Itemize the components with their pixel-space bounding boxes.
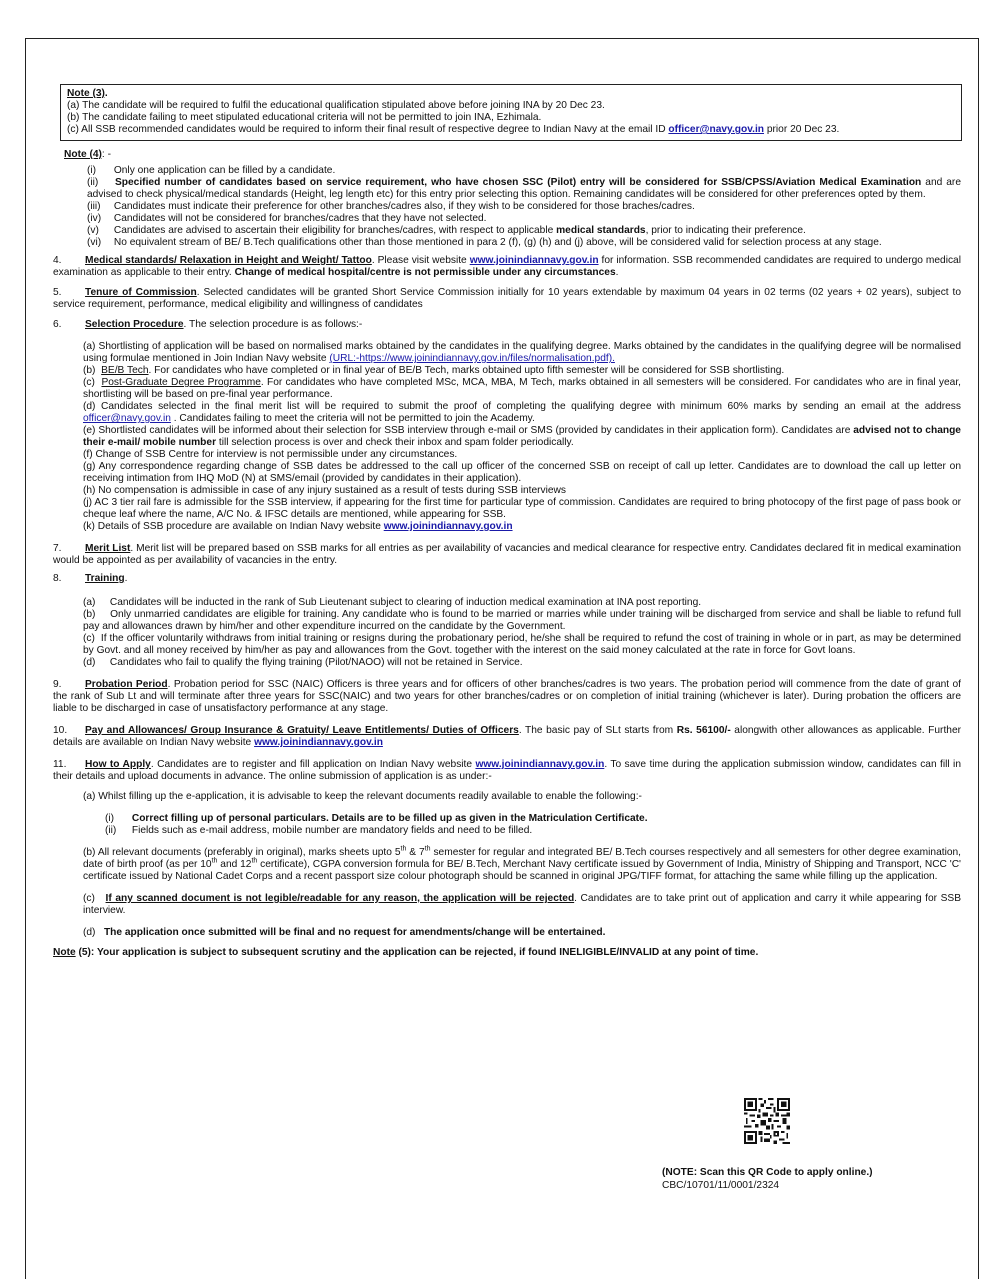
note5: Note (5): Your application is subject to subsequent scrutiny and the application can be rejected, if found INELIGIBLE/INVALID at any point of time. <box>53 947 759 958</box>
section-10-title: Pay and Allowances/ Group Insurance & Gratuity/ Leave Entitlements/ Duties of Officers <box>85 725 519 736</box>
website-link[interactable]: www.joinindiannavy.gov.in <box>383 521 513 532</box>
s6-item-f: (f) Change of SSB Centre for interview is not permissible under any circumstances. <box>83 449 458 460</box>
section-8-title: Training <box>85 573 125 584</box>
s11-item-c: (c) If any scanned document is not legible/readable for any reason, the application will be rejected. Candidates are to take print out of application and carry it while appearing for SSB interview. <box>83 893 961 916</box>
section-4: 4. Medical standards/ Relaxation in Height and Weight/ Tattoo. Please visit website www.joinindiannavy.gov.in for information. SSB recommended candidates are required to undergo medical examination as applicable to their entry. Change of medical hospital/centre is not permissible under any circumstances. <box>53 255 961 278</box>
document-body <box>53 84 961 959</box>
s6-item-d: (d) Candidates selected in the final merit list will be required to submit the proof of completing the qualifying degree with minimum 60% marks by sending an email at the address officer@navy.gov.in . Candidates failing to meet the criteria will not be permitted to join the Academy. <box>83 401 961 424</box>
s6-item-a: (a) Shortlisting of application will be based on normalised marks obtained by the candidates in the qualifying degree. Marks obtained by the candidates in the qualifying degree will be normalised using formulae mentioned in Join Indian Navy website (URL:-https://www.joinindiannavy.gov.in/files/normalisation.pdf). <box>83 341 961 364</box>
s6-item-h: (h) No compensation is admissible in case of any injury sustained as a result of tests during SSB interviews <box>83 485 567 496</box>
section-6-title: Selection Procedure <box>85 319 184 330</box>
note4: Note (4): - <box>64 149 111 160</box>
s11-a-sublist <box>53 813 961 837</box>
note3-item-c: (c) All SSB recommended candidates would be required to inform their final result of respective degree to Indian Navy at the email ID officer@navy.gov.in prior 20 Dec 23. <box>67 124 840 135</box>
s6-item-e: (e) Shortlisted candidates will be informed about their selection for SSB interview through e-mail or SMS (provided by candidates in their application form). Candidates are advised not to change their e-mail/ mobile number till selection process is over and check their inbox and spam folder periodically. <box>83 425 961 448</box>
note3-item-a: (a) The candidate will be required to fulfil the educational qualification stipulated above before joining INA by 20 Dec 23. <box>67 100 605 111</box>
normalisation-link[interactable]: (URL:-https://www.joinindiannavy.gov.in/files/normalisation.pdf). <box>329 353 615 364</box>
section-11-title: How to Apply <box>85 759 151 770</box>
s11-item-d: (d) The application once submitted will be final and no request for amendments/change will be entertained. <box>83 927 606 938</box>
website-link[interactable]: www.joinindiannavy.gov.in <box>475 759 605 770</box>
section-11: 11. How to Apply. Candidates are to register and fill application on Indian Navy website www.joinindiannavy.gov.in. To save time during the application submission window, candidates can fill in their details and upload documents in advance. The online submission of application is as under:- <box>53 759 961 782</box>
section-9: 9. Probation Period. Probation period for SSC (NAIC) Officers is three years and for officers of other branches/cadres is two years. The probation period will commence from the date of grant of the rank of Sub Lt and will terminate after three years for SSC(NAIC) and two years for other branches/cadres or on completion of initial training (whichever is later). During probation the officers are liable to be discharged in case of unsatisfactory performance at any stage. <box>53 679 961 714</box>
note4-item: (ii) Specified number of candidates based on service requirement, who have chosen SSC (Pilot) entry will be considered for SSB/CPSS/Aviation Medical Examination and are advised to check physical/medical standards (Height, leg length etc) for this entry prior selecting this option. Remaining candidates will be considered for other preferences opted by them. <box>87 177 961 200</box>
s6-item-j: (j) AC 3 tier rail fare is admissible for the SSB interview, if appearing for the first time for particular type of commission. Candidates are required to bring photocopy of the first page of pass book or cheque leaf where the name, A/C No. & IFSC details are mentioned, while appearing for SSB. <box>83 497 961 520</box>
s6-item-b: (b) BE/B Tech. For candidates who have completed or in final year of BE/B Tech, marks obtained upto fifth semester will be considered for SSB shortlisting. <box>83 365 785 376</box>
section-6: 6. Selection Procedure. The selection procedure is as follows:- <box>53 319 363 330</box>
note4-title: Note (4) <box>64 149 102 160</box>
section-7-title: Merit List <box>85 543 131 554</box>
reference-number: CBC/10701/11/0001/2324 <box>662 1180 780 1191</box>
note4-item: (iv) Candidates will not be considered for branches/cadres that they have not selected. <box>87 213 487 224</box>
s11-item-b: (b) All relevant documents (preferably in original), marks sheets upto 5th & 7th semester for regular and integrated BE/ B.Tech courses respectively and all semesters for other degree examination, date of birth proof (as per 10th and 12th certificate), CGPA conversion formula for BE/ B.Tech, Merchant Navy certificate issued by Government of India, Ministry of Shipping and Transport, NCC 'C' certificate issued by National Cadet Corps and a recent passport size colour photograph should be scanned in original JPG/TIFF format, for attaching the same while filling up the application. <box>83 845 961 882</box>
note3-item-b: (b) The candidate failing to meet stipulated educational criteria will not be permitted to join INA, Ezhimala. <box>67 112 542 123</box>
s6-item-g: (g) Any correspondence regarding change of SSB dates be addressed to the call up officer of the concerned SSB on receipt of call up letter. Candidates are to download the call up letter on receiving intimation from IHQ MoD (N) at SMS/email (provided by candidates in their application). <box>83 461 961 484</box>
s8-item: (c) If the officer voluntarily withdraws from initial training or resigns during the probationary period, he/she shall be required to refund the cost of training in whole or in part, as may be determined by Govt. and all money received by him/her as pay and allowances from the Govt. together with the interest on the said money calculated at the rate in force for Govt loans. <box>83 633 961 656</box>
s11-a-i: (i) Correct filling up of personal particulars. Details are to be filled up as given in the Matriculation Certificate. <box>105 813 648 824</box>
email-link[interactable]: officer@navy.gov.in <box>668 124 765 135</box>
note4-item: (vi) No equivalent stream of BE/ B.Tech qualifications other than those mentioned in para 2 (f), (g) (h) and (j) above, will be considered valid for selection process at any stage. <box>87 237 882 248</box>
section-5-title: Tenure of Commission <box>85 287 197 298</box>
section-6-list <box>53 341 961 533</box>
note4-item: (v) Candidates are advised to ascertain their eligibility for branches/cadres, with respect to applicable medical standards, prior to indicating their preference. <box>87 225 806 236</box>
qr-code-icon[interactable] <box>744 1098 790 1144</box>
section-9-title: Probation Period <box>85 679 168 690</box>
note4-item: (iii) Candidates must indicate their preference for other branches/cadres also, if they wish to be considered for those braches/cadres. <box>87 201 695 212</box>
website-link[interactable]: www.joinindiannavy.gov.in <box>254 737 383 748</box>
s11-a-ii: (ii) Fields such as e-mail address, mobile number are mandatory fields and need to be filled. <box>105 825 533 836</box>
section-10: 10. Pay and Allowances/ Group Insurance & Gratuity/ Leave Entitlements/ Duties of Officers. The basic pay of SLt starts from Rs. 56100/- alongwith other allowances as applicable. Further details are available on Indian Navy website www.joinindiannavy.gov.in <box>53 725 962 748</box>
note4-list <box>53 165 961 249</box>
section-8: 8. Training. <box>53 573 128 584</box>
section-5: 5. Tenure of Commission. Selected candidates will be granted Short Service Commission initially for 10 years extendable by maximum 04 years in 02 terms (02 years + 02 years), subject to service requirement, performance, medical eligibility and willingness of candidates <box>53 287 961 310</box>
note3-box: Note (3). (a) The candidate will be required to fulfil the educational qualification stipulated above before joining INA by 20 Dec 23. (b) The candidate failing to meet stipulated educational criteria will not be permitted to join INA, Ezhimala. (c) All SSB recommended candidates would be required to inform their final result of respective degree to Indian Navy at the email ID officer@navy.gov.in prior 20 Dec 23. <box>60 84 962 141</box>
s8-item: (a) Candidates will be inducted in the rank of Sub Lieutenant subject to clearing of induction medical examination at INA post reporting. <box>83 597 702 608</box>
section-8-list <box>53 597 961 669</box>
qr-note: (NOTE: Scan this QR Code to apply online.) <box>662 1167 873 1178</box>
s8-item: (b) Only unmarried candidates are eligible for training. Any candidate who is found to be married or marries while under training will be discharged from service and shall be liable to refund full pay and allowances drawn by him/her and other expenditure incurred on the candidate by the Government. <box>83 609 961 632</box>
note3-title: Note (3) <box>67 88 105 99</box>
section-4-title: Medical standards/ Relaxation in Height and Weight/ Tattoo <box>85 255 372 266</box>
s8-item: (d) Candidates who fail to qualify the flying training (Pilot/NAOO) will not be retained in Service. <box>83 657 523 668</box>
s11-item-a: (a) Whilst filling up the e-application, it is advisable to keep the relevant documents readily available to enable the following:- <box>83 791 642 802</box>
s6-item-k: (k) Details of SSB procedure are available on Indian Navy website www.joinindiannavy.gov.in <box>83 521 513 532</box>
section-7: 7. Merit List. Merit list will be prepared based on SSB marks for all entries as per availability of vacancies and medical clearance for respective entry. Candidates declared fit in medical examination would be appointed as per availability of vacancies in the entry. <box>53 543 961 566</box>
s6-item-c: (c) Post-Graduate Degree Programme. For candidates who have completed MSc, MCA, MBA, M Tech, marks obtained in all semesters will be considered. For candidates who are in final year, shortlisting will be based on pre-final year performance. <box>83 377 961 400</box>
note4-item: (i) Only one application can be filled by a candidate. <box>87 165 336 176</box>
email-link[interactable]: officer@navy.gov.in <box>83 413 171 424</box>
website-link[interactable]: www.joinindiannavy.gov.in <box>469 255 599 266</box>
